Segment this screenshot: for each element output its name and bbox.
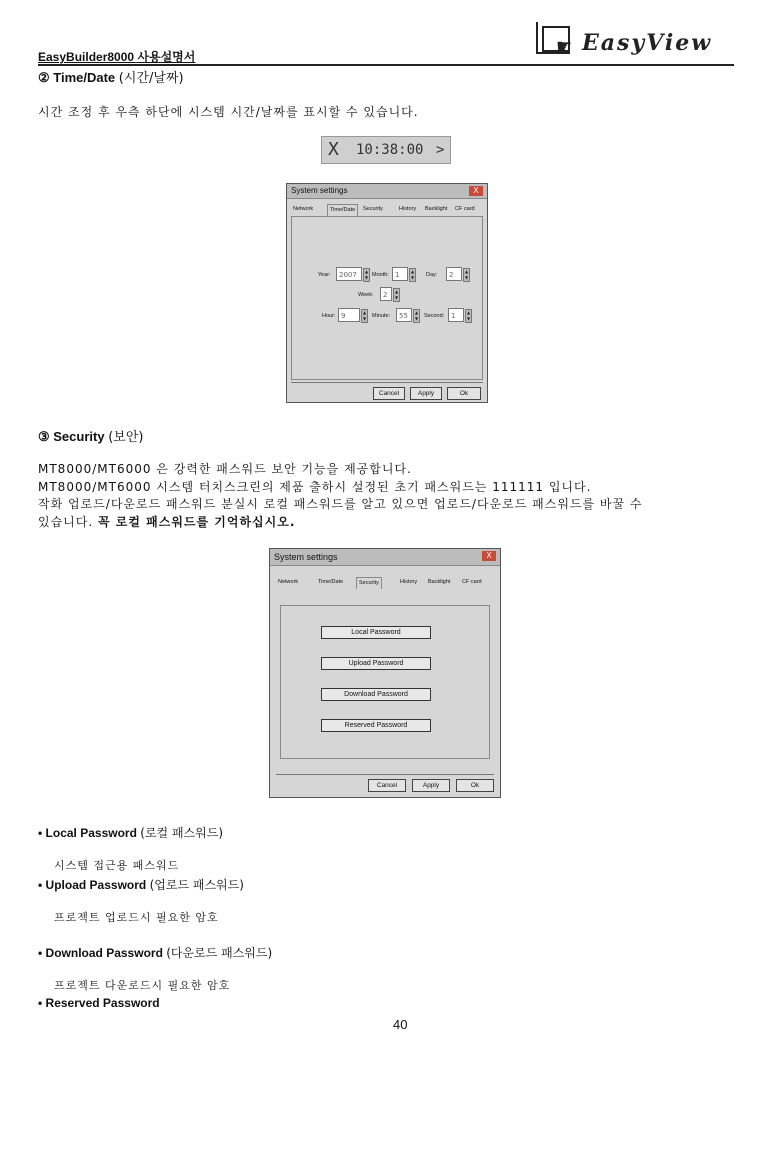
upload-password-button[interactable]: Upload Password — [321, 657, 431, 670]
bullet-local-password: • Local Password (로컬 패스워드) — [38, 826, 223, 840]
heading-ko: (시간/날짜) — [118, 71, 184, 86]
bullet-desc: 프로젝트 업로드시 필요한 암호 — [54, 911, 219, 924]
tab-bar — [274, 577, 496, 589]
local-password-button[interactable]: Local Password — [321, 626, 431, 639]
second-label: Second: — [424, 313, 445, 319]
year-spinner[interactable] — [336, 267, 369, 281]
download-password-button[interactable]: Download Password — [321, 688, 431, 701]
spinner-arrows-icon[interactable]: ▲ ▼ — [410, 269, 415, 280]
tab-cf-card[interactable]: CF card — [455, 206, 475, 212]
tab-network[interactable]: Network — [278, 579, 299, 585]
apply-button[interactable]: Apply — [412, 779, 450, 792]
bullet-download-password: • Download Password (다운로드 패스워드) — [38, 946, 273, 960]
minute-label: Minute: — [372, 313, 391, 319]
security-line-4-text: 있습니다. — [38, 515, 94, 529]
day-spinner[interactable] — [446, 267, 469, 281]
easyview-logo — [536, 22, 716, 60]
bullet-ko: (다운로드 패스워드) — [166, 946, 273, 960]
heading-text: ② Time/Date — [38, 70, 116, 85]
minute-value: 55 — [399, 312, 408, 320]
tab-backlight[interactable]: Backlight — [428, 579, 451, 585]
security-line-3: 작화 업로드/다운로드 패스워드 분실시 로컬 패스워드를 알고 있으면 업로드/다운로드 패스워드를 바꿀 수 — [38, 497, 643, 511]
tab-security[interactable]: Security — [363, 206, 383, 212]
bullet-ko: (로컬 패스워드) — [140, 826, 223, 840]
hour-spinner[interactable] — [338, 308, 367, 322]
security-line-4 — [38, 513, 295, 530]
month-spinner[interactable] — [392, 267, 415, 281]
dialog-title: System settings — [274, 552, 338, 562]
security-panel — [280, 605, 490, 759]
security-warning: 꼭 로컬 패스워드를 기억하십시오. — [98, 515, 296, 529]
time-description: 시간 조정 후 우측 하단에 시스템 시간/날짜를 표시할 수 있습니다. — [38, 105, 419, 119]
heading-text: ③ Security — [38, 429, 105, 444]
bullet-title: Upload Password — [45, 878, 147, 892]
tab-time-date[interactable]: Time/Date — [327, 204, 358, 216]
system-settings-dialog-time — [286, 183, 488, 403]
close-icon: X — [328, 139, 339, 160]
spinner-arrows-icon[interactable]: ▲ ▼ — [466, 310, 471, 321]
dialog-title: System settings — [291, 186, 348, 195]
header-rule — [38, 64, 734, 66]
month-value: 1 — [395, 271, 400, 279]
tab-history[interactable]: History — [399, 206, 417, 212]
bullet-reserved-password: • Reserved Password — [38, 996, 160, 1010]
cancel-button[interactable]: Cancel — [373, 387, 405, 400]
hand-pointer-icon: ☛ — [556, 36, 573, 57]
bullet-desc: 프로젝트 다운로드시 필요한 암호 — [54, 979, 231, 992]
second-value: 1 — [451, 312, 456, 320]
tab-network[interactable]: Network — [293, 206, 314, 212]
ok-button[interactable]: Ok — [447, 387, 481, 400]
clock-time: 10:38:00 — [356, 142, 424, 158]
hour-label: Hour: — [322, 313, 336, 319]
ok-button[interactable]: Ok — [456, 779, 494, 792]
dialog-titlebar — [270, 549, 500, 566]
tab-history[interactable]: History — [400, 579, 418, 585]
security-line-1: MT8000/MT6000 은 강력한 패스워드 보안 기능을 제공합니다. — [38, 462, 412, 476]
bullet-title: Download Password — [45, 946, 163, 960]
tab-backlight[interactable]: Backlight — [425, 206, 448, 212]
bullet-ko: (업로드 패스워드) — [149, 878, 244, 892]
dialog-titlebar — [287, 184, 487, 199]
security-line-2: MT8000/MT6000 시스템 터치스크린의 제품 출하시 설정된 초기 패스워드는 111111 입니다. — [38, 480, 592, 494]
divider — [276, 774, 494, 775]
chevron-right-icon: > — [436, 142, 445, 158]
year-value: 2007 — [339, 271, 357, 279]
week-label: Week: — [358, 292, 374, 298]
bullet-upload-password: • Upload Password (업로드 패스워드) — [38, 878, 244, 892]
section-heading-security — [38, 426, 143, 445]
close-button[interactable]: X — [482, 551, 496, 561]
tab-bar — [291, 204, 483, 216]
week-value: 2 — [383, 291, 388, 299]
logo-text: EasyView — [582, 30, 713, 56]
divider — [291, 382, 483, 383]
week-spinner[interactable] — [380, 287, 399, 301]
bullet-title: Local Password — [45, 826, 137, 840]
tab-time-date[interactable]: Time/Date — [318, 579, 344, 585]
tab-security[interactable]: Security — [356, 577, 382, 589]
system-settings-dialog-security — [269, 548, 501, 798]
bullet-title: Reserved Password — [45, 996, 160, 1010]
second-spinner[interactable] — [448, 308, 471, 322]
spinner-arrows-icon[interactable]: ▲ ▼ — [364, 269, 369, 280]
bullet-desc: 시스템 접근용 패스워드 — [54, 859, 180, 872]
spinner-arrows-icon[interactable]: ▲ ▼ — [362, 310, 367, 321]
heading-ko: (보안) — [108, 430, 144, 445]
day-label: Day: — [426, 272, 438, 278]
close-button[interactable]: X — [469, 186, 483, 196]
hour-value: 9 — [341, 312, 346, 320]
spinner-arrows-icon[interactable]: ▲ ▼ — [394, 289, 399, 300]
system-clock-display — [321, 136, 451, 164]
spinner-arrows-icon[interactable]: ▲ ▼ — [414, 310, 419, 321]
minute-spinner[interactable] — [396, 308, 419, 322]
reserved-password-button[interactable]: Reserved Password — [321, 719, 431, 732]
manual-title: EasyBuilder8000 사용설명서 — [38, 50, 196, 64]
page-number: 40 — [393, 1017, 408, 1032]
time-date-panel — [291, 216, 483, 380]
cancel-button[interactable]: Cancel — [368, 779, 406, 792]
tab-cf-card[interactable]: CF card — [462, 579, 482, 585]
year-label: Year: — [318, 272, 331, 278]
day-value: 2 — [449, 271, 454, 279]
apply-button[interactable]: Apply — [410, 387, 442, 400]
month-label: Month: — [372, 272, 389, 278]
section-heading-time — [38, 67, 184, 86]
spinner-arrows-icon[interactable]: ▲ ▼ — [464, 269, 469, 280]
